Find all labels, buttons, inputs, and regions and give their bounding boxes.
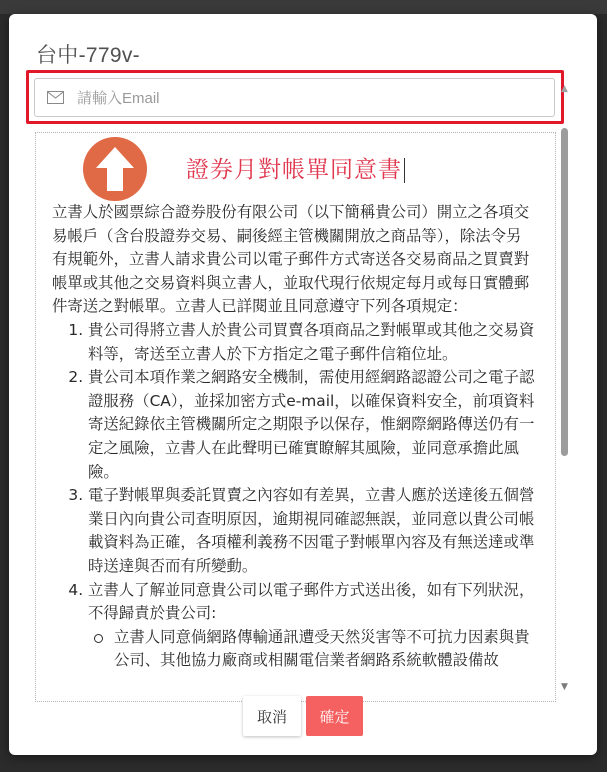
arrow-up-circle-icon[interactable] <box>83 137 147 201</box>
agreement-subitem: 立書人同意倘網路傳輸通訊遭受天然災害等不可抗力因素與貴公司、其他協力廠商或相關電信業者網路系統軟體設備故 <box>114 626 536 673</box>
email-input[interactable] <box>75 79 549 118</box>
scroll-down-icon[interactable]: ▼ <box>561 682 568 692</box>
agreement-item: 3. 電子對帳單與委託買賣之內容如有差異，立書人應於送達後五個營業日內向貴公司查明原因，逾期視同確認無誤，並同意以貴公司帳載資料為正確，各項權利義務不因電子對帳單內容及有無送達或準時送達與否而有所變動。 <box>88 484 536 578</box>
cancel-button[interactable]: 取消 <box>243 696 301 736</box>
agreement-body <box>52 201 536 673</box>
agreement-item: 2. 貴公司本項作業之網路安全機制，需使用經網路認證公司之電子認證服務（CA），並採加密方式e-mail，以確保資料安全，前項資料寄送紀錄依主管機關所定之期限予以保存，惟網際網路傳送仍有一定之風險，立書人在此聲明已確實瞭解其風險，並同意承擔此風險。 <box>88 366 536 484</box>
confirm-button[interactable]: 確定 <box>306 696 363 736</box>
agreement-list <box>52 319 536 673</box>
agreement-item <box>88 579 536 673</box>
agreement-content[interactable] <box>35 132 556 702</box>
email-field[interactable] <box>34 78 555 117</box>
scroll-up-icon[interactable]: ▲ <box>561 84 568 94</box>
scroll-thumb[interactable] <box>561 128 568 456</box>
envelope-icon <box>47 91 64 104</box>
agreement-title: 證券月對帳單同意書 <box>186 151 405 184</box>
dialog-title: 台中-779v- <box>36 44 140 67</box>
agreement-intro: 立書人於國票綜合證券股份有限公司（以下簡稱貴公司）開立之各項交易帳戶（含台股證券交易、嗣後經主管機關開放之商品等），除法令另有規範外，立書人請求貴公司以電子郵件方式寄送各交易商品之買賣對帳單或其他之交易資料與立書人，並取代現行依規定每月或每日實體郵件寄送之對帳單。立書人已詳閱並且同意遵守下列各項規定： <box>52 203 530 316</box>
agreement-item-text: 立書人了解並同意貴公司以電子郵件方式送出後，如有下列狀況，不得歸責於貴公司: <box>88 580 535 623</box>
agreement-item: 1. 貴公司得將立書人於貴公司買賣各項商品之對帳單或其他之交易資料等，寄送至立書人於下方指定之電子郵件信箱位址。 <box>88 319 536 366</box>
agreement-scrollbar[interactable] <box>558 84 572 692</box>
email-consent-dialog <box>9 14 597 755</box>
page-backdrop <box>0 0 607 14</box>
text-cursor <box>404 158 405 183</box>
agreement-sublist <box>88 626 536 673</box>
